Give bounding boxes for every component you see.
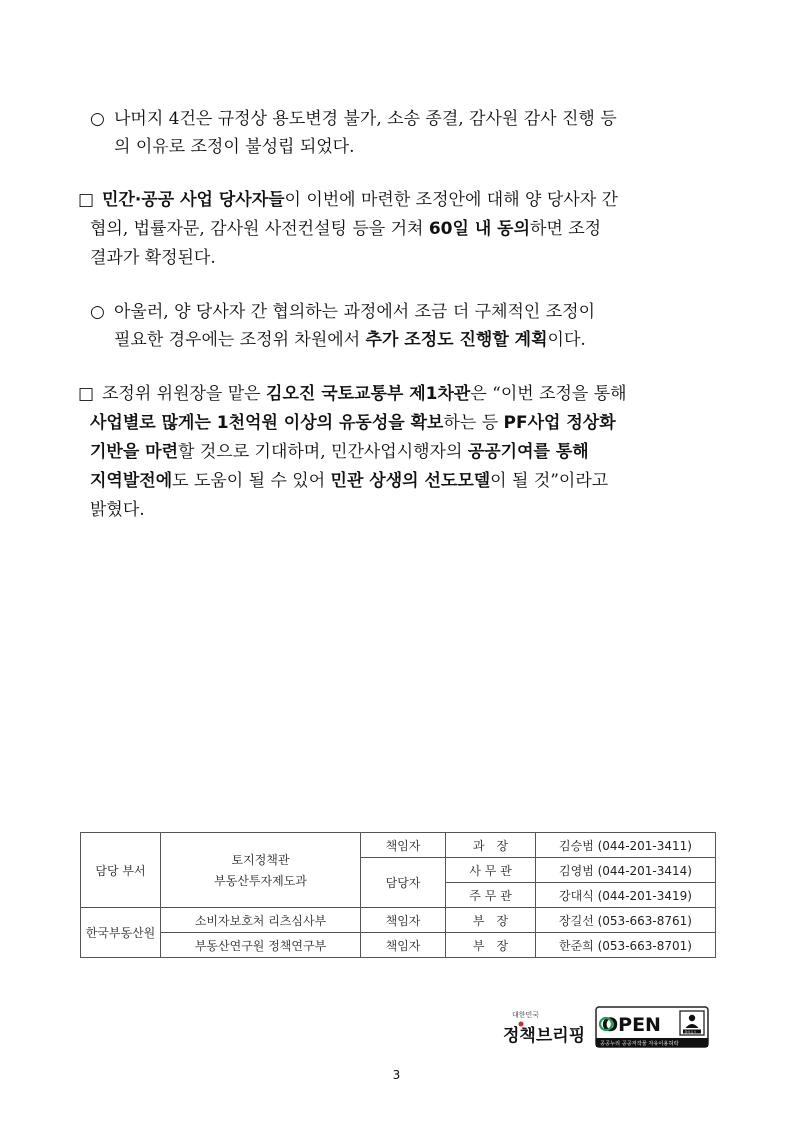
p2-line-1: □ 민간·공공 사업 당사자들이 이번에 마련한 조정안에 대해 양 당사자 간 <box>78 190 618 210</box>
role-head: 책임자 <box>361 908 446 933</box>
p4-line-5: 밝혔다. <box>90 500 145 520</box>
position: 부 장 <box>446 908 536 933</box>
p3-line-1: ○ 아울러, 양 당사자 간 협의하는 과정에서 조금 더 구체적인 조정이 <box>90 302 596 322</box>
person: 강대식 (044-201-3419) <box>536 883 716 908</box>
dept-label: 담당 부서 <box>81 833 161 908</box>
p2-line-2: 협의, 법률자문, 감사원 사전컨설팅 등을 거쳐 60일 내 동의하면 조정 <box>90 219 602 239</box>
dept-name: 토지정책관 부동산투자제도과 <box>161 833 361 908</box>
person: 한준희 (053-663-8701) <box>536 933 716 958</box>
square-bullet: □ <box>78 384 95 404</box>
logo-graphic <box>500 1003 715 1053</box>
p1-line-2: 의 이유로 조정이 불성립 되었다. <box>114 137 355 157</box>
position: 부 장 <box>446 933 536 958</box>
person: 장길선 (053-663-8761) <box>536 908 716 933</box>
role-head: 책임자 <box>361 833 446 858</box>
role-head: 책임자 <box>361 933 446 958</box>
briefing-wordmark: 정책브리핑 <box>503 1026 586 1046</box>
footer-logos <box>500 1003 715 1053</box>
role-staff: 담당자 <box>361 858 446 908</box>
org-label: 한국부동산원 <box>81 908 161 958</box>
table-row <box>81 933 716 958</box>
contact-table <box>80 832 716 958</box>
position: 사 무 관 <box>446 858 536 883</box>
svg-text:공공누리 공공저작물 자유이용허락: 공공누리 공공저작물 자유이용허락 <box>600 1041 679 1047</box>
page-number: 3 <box>392 1068 401 1082</box>
p4-line-3: 기반을 마련할 것으로 기대하며, 민간사업시행자의 공공기여를 통해 <box>90 442 589 462</box>
p1-line-1: ○ 나머지 4건은 규정상 용도변경 불가, 소송 종결, 감사원 감사 진행 등 <box>90 109 617 129</box>
red-dot-icon <box>519 1022 524 1027</box>
svg-text:출처표시: 출처표시 <box>684 1029 697 1034</box>
position: 주 무 관 <box>446 883 536 908</box>
p2-line-3: 결과가 확정된다. <box>90 248 216 268</box>
circle-bullet: ○ <box>90 109 105 129</box>
table-row <box>81 833 716 858</box>
policy-briefing-logo <box>503 1010 585 1046</box>
p4-line-4: 지역발전에도 도움이 될 수 있어 민관 상생의 선도모델이 될 것”이라고 <box>90 471 609 491</box>
org-dept: 부동산연구원 정책연구부 <box>161 933 361 958</box>
svg-text:OPEN: OPEN <box>602 1014 661 1036</box>
position: 과 장 <box>446 833 536 858</box>
person: 김영범 (044-201-3414) <box>536 858 716 883</box>
p4-line-1: □ 조정위 위원장을 맡은 김오진 국토교통부 제1차관은 “이번 조정을 통해 <box>78 384 627 404</box>
p3-line-2: 필요한 경우에는 조정위 차원에서 추가 조정도 진행할 계획이다. <box>114 330 586 350</box>
open-license-logo <box>596 1007 708 1047</box>
circle-bullet: ○ <box>90 302 105 322</box>
square-bullet: □ <box>78 190 95 210</box>
table-row <box>81 908 716 933</box>
p4-line-2: 사업별로 많게는 1천억원 이상의 유동성을 확보하는 등 PF사업 정상화 <box>90 413 616 433</box>
org-dept: 소비자보호처 리츠심사부 <box>161 908 361 933</box>
svg-text:대한민국: 대한민국 <box>512 1011 540 1019</box>
person: 김승범 (044-201-3411) <box>536 833 716 858</box>
